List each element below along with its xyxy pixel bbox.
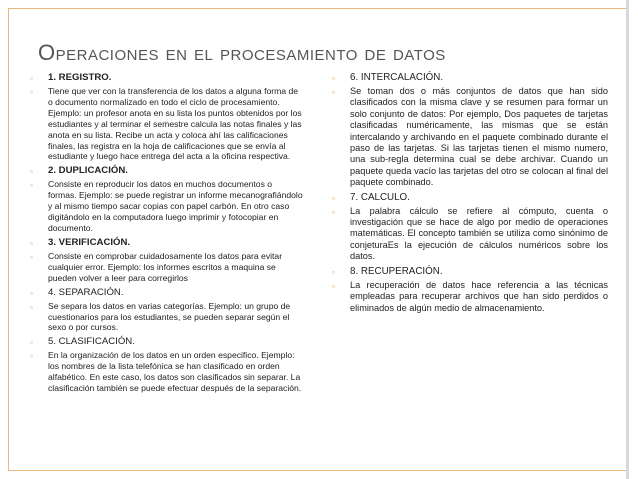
bullet-heading	[28, 165, 303, 177]
bullet-paragraph	[28, 350, 303, 394]
square-bullet-icon: ▫	[332, 281, 335, 291]
right-column	[330, 72, 608, 317]
bullet-paragraph	[28, 301, 303, 334]
section-heading: 3. VERIFICACIÓN.	[48, 236, 131, 248]
bullet-paragraph	[330, 280, 608, 314]
square-bullet-icon: ▫	[332, 207, 335, 217]
bullet-paragraph	[330, 86, 608, 189]
section-heading: 2. DUPLICACIÓN.	[48, 165, 128, 177]
section-heading: 1. REGISTRO.	[48, 72, 112, 83]
section-text: La recuperación de datos hace referencia a las técnicas empleadas para recuperar archivos que han sido perdidos o eliminados de algún medio de almacenamiento.	[350, 279, 608, 313]
square-bullet-icon: ▫	[332, 74, 335, 83]
section-heading: 8. RECUPERACIÓN.	[350, 265, 443, 277]
bullet-paragraph	[28, 251, 303, 284]
slide-title: Operaciones en el procesamiento de datos	[38, 40, 446, 65]
section-heading: 5. CLASIFICACIÓN.	[48, 336, 135, 348]
bullet-heading	[28, 237, 303, 249]
section-text: En la organización de los datos en un orden especifico. Ejemplo: los nombres de la lista telefónica se han clasificado en orden alfabético. En este caso, los datos son clasificados sin separar. La clasificación también se puede efectuar después de la separación.	[48, 350, 302, 394]
section-text: Tiene que ver con la transferencia de los datos a alguna forma de o documento normalizado en todo el ciclo de procesamiento. Ejemplo: un profesor anota en su lista los puntos obtenidos por los estudiantes y al terminar el semestre calcula las notas finales y las anota en su lista. Recibe un acta y coloca ahí las calificaciones finales, las registra en la hoja de calificaciones que se envía al estudiante y luego hace entrega del acta a la oficina respectiva.	[48, 86, 302, 162]
section-heading: 4. SEPARACIÓN.	[48, 286, 124, 298]
square-bullet-icon: ▫	[30, 181, 33, 191]
section-text: Consiste en comprobar cuidadosamente los datos para evitar cualquier error. Ejemplo: los informes escritos a maquina se pueden volver a leer para corregirlos	[48, 250, 283, 283]
section-text: Consiste en reproducir los datos en muchos documentos o formas. Ejemplo: se puede registrar un informe mecanografiándolo y al mismo tiempo sacar copias con papel carbón. En otro caso digitándolo en la computadora luego imprimir y fotocopiar en documento.	[48, 179, 303, 233]
bullet-heading	[28, 336, 303, 348]
left-column	[28, 72, 303, 397]
section-heading: 7. CALCULO.	[350, 191, 410, 203]
square-bullet-icon: ▫	[332, 88, 335, 97]
slide-edge-bar	[626, 0, 629, 479]
square-bullet-icon: ▫	[30, 74, 33, 83]
square-bullet-icon: ▫	[30, 352, 33, 362]
square-bullet-icon: ▫	[30, 88, 33, 97]
section-text: Se separa los datos en varias categorías. Ejemplo: un grupo de cuestionarios para los estudiantes, se pueden separar según el sexo o por cursos.	[48, 300, 291, 333]
square-bullet-icon: ▫	[30, 252, 33, 262]
bullet-paragraph	[28, 86, 303, 162]
square-bullet-icon: ▫	[30, 302, 33, 312]
square-bullet-icon: ▫	[332, 267, 335, 277]
bullet-heading	[28, 72, 303, 84]
square-bullet-icon: ▫	[30, 167, 33, 177]
square-bullet-icon: ▫	[30, 238, 33, 248]
bullet-heading	[330, 192, 608, 204]
bullet-paragraph	[330, 206, 608, 263]
bullet-heading	[28, 287, 303, 299]
section-heading: 6. INTERCALACIÓN.	[350, 72, 444, 83]
square-bullet-icon: ▫	[332, 193, 335, 203]
bullet-heading	[330, 72, 608, 84]
bullet-paragraph	[28, 179, 303, 234]
section-text: Se toman dos o más conjuntos de datos que han sido clasificados con la misma clave y se resumen para formar un solo conjunto de datos: Por ejemplo, Dos paquetes de tarjetas clasificadas numéricamente, las mismas que se están intercalando y archivando en el paquete combinado durante el paso de las tarjetas. Si las tarjetas tienen el mismo numero, una sub-regla determina cual se debe archivar. Cuando un paquete queda vacío las tarjetas del otro se colocan al final del paquete combinado.	[350, 86, 608, 188]
bullet-heading	[330, 266, 608, 278]
square-bullet-icon: ▫	[30, 338, 33, 348]
square-bullet-icon: ▫	[30, 288, 33, 298]
section-text: La palabra cálculo se refiere al cómputo, cuenta o investigación que se hace de algo por medio de operaciones matemáticas. El concepto también se utiliza como sinónimo de conjeturaEs la ejecución de cálculos numéricos sobre los datos.	[350, 205, 608, 262]
